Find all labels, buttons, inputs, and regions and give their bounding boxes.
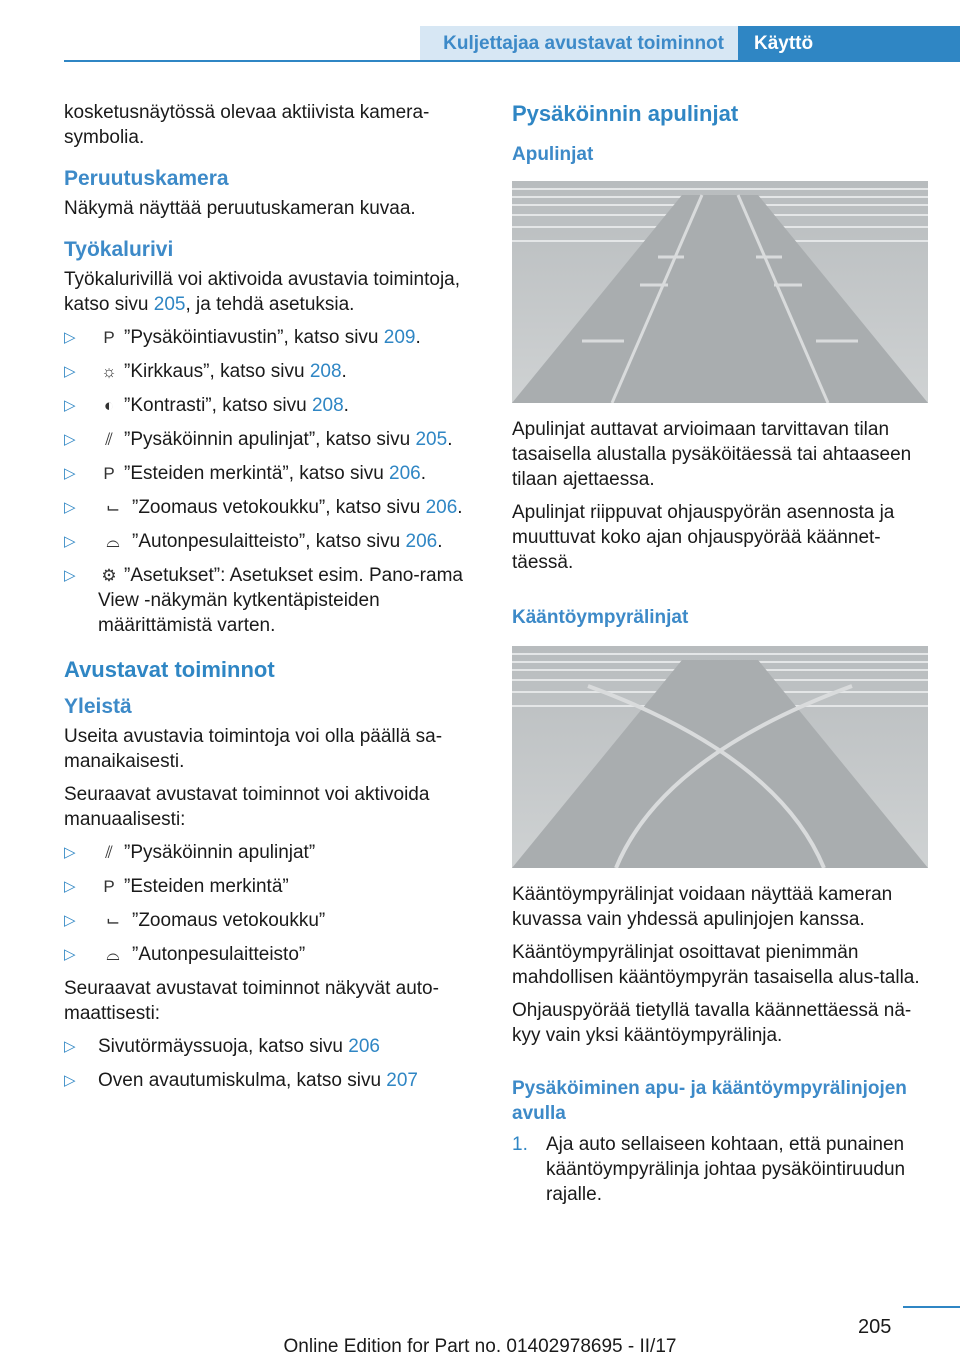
list-item-text: ”Zoomaus vetokoukku” <box>132 910 326 931</box>
list-item-text: ”Esteiden merkintä”, katso sivu <box>124 463 390 484</box>
page-link[interactable]: 207 <box>386 1070 418 1091</box>
left-column <box>64 100 482 1102</box>
bullet-triangle-icon: ▷ <box>64 363 76 380</box>
heading-pysakoinnin-apulinjat: Pysäköinnin apulinjat <box>512 101 739 126</box>
list-item-text: ”Zoomaus vetokoukku”, katso sivu <box>132 497 426 518</box>
bullet-triangle-icon: ▷ <box>64 431 76 448</box>
page-link[interactable]: 206 <box>389 463 421 484</box>
page-link[interactable]: 208 <box>311 395 344 416</box>
brightness-icon[interactable]: ☼ <box>101 362 117 381</box>
parking-lines-icon[interactable]: ⫽ <box>105 430 113 449</box>
heading-apulinjat: Apulinjat <box>512 144 594 165</box>
automatic-function-list <box>64 1034 482 1093</box>
list-item-end: . <box>447 429 453 450</box>
list-item-text: ”Pysäköinnin apulinjat” <box>124 842 316 863</box>
settings-gear-icon[interactable]: ⚙ <box>101 566 117 585</box>
page-link[interactable]: 208 <box>309 361 342 382</box>
step-number: 1. <box>512 1134 528 1155</box>
list-item <box>64 1068 482 1093</box>
page-link[interactable]: 206 <box>405 531 438 552</box>
steps-list <box>512 1132 928 1207</box>
list-item <box>64 563 482 638</box>
footer-edition: Online Edition for Part no. 01402978695 - II/17 <box>283 1336 677 1357</box>
kaanto-text-1: Kääntöympyrälinjat voidaan näyttää kameran kuvassa vain yhdessä apulinjojen kanssa. <box>512 884 893 930</box>
tow-hitch-zoom-icon[interactable]: ⌙ <box>105 911 121 930</box>
yleista-text-2: Seuraavat avustavat toiminnot voi aktivoida manuaalisesti: <box>64 784 430 830</box>
bullet-triangle-icon: ▷ <box>64 844 76 861</box>
toolbar-item-list <box>64 325 482 638</box>
heading-peruutuskamera: Peruutuskamera <box>64 167 229 190</box>
step-text: Aja auto sellaiseen kohtaan, että punainen kääntöympyrälinja johtaa pysäköintiruudun rajalle. <box>546 1134 906 1205</box>
list-item <box>64 1034 482 1059</box>
contrast-icon[interactable]: ◐ <box>103 396 115 415</box>
list-item <box>64 325 482 350</box>
list-item <box>64 908 482 933</box>
list-item <box>64 529 482 554</box>
parking-lines-icon[interactable]: ⫽ <box>105 843 113 862</box>
page-number: 205 <box>858 1316 892 1338</box>
heading-pysakoiminen: Pysäköiminen apu- ja kääntöympyrälinjojen avulla <box>512 1078 907 1124</box>
apulinjat-text-1: Apulinjat auttavat arvioimaan tarvittavan tilan tasaisella alustalla pysäköitäessä tai ahtaaseen tilaan ajettaessa. <box>512 419 912 490</box>
list-item-text: ”Kontrasti”, katso sivu <box>124 395 312 416</box>
footer-rule <box>903 1306 960 1308</box>
heading-kaantoympyralinjat: Kääntöympyrälinjat <box>512 607 689 628</box>
bullet-triangle-icon: ▷ <box>64 465 76 482</box>
list-item-text: ”Pysäköinnin apulinjat”, katso sivu <box>124 429 416 450</box>
header-section-title: Kuljettajaa avustavat toiminnot <box>420 26 738 62</box>
yleista-text-3: Seuraavat avustavat toiminnot näkyvät auto‐maattisesti: <box>64 978 439 1024</box>
list-item-text: ”Kirkkaus”, katso sivu <box>124 361 310 382</box>
list-item <box>64 461 482 486</box>
car-wash-icon[interactable]: ⌓ <box>106 945 120 964</box>
turning-circle-camera-image <box>512 646 928 868</box>
apulinjat-text-2: Apulinjat riippuvat ohjauspyörän asennosta ja muuttuvat koko ajan ohjauspyörää käännet‐täessä. <box>512 502 895 573</box>
intro-text: kosketusnäytössä olevaa aktiivista kamera‐symbolia. <box>64 102 430 148</box>
bullet-triangle-icon: ▷ <box>64 499 76 516</box>
heading-yleista: Yleistä <box>64 695 132 718</box>
list-item <box>64 393 482 418</box>
list-item-end: . <box>420 463 427 484</box>
tyokalu-text: Työkalurivillä voi aktivoida avustavia toimintoja, katso sivu 205, ja tehdä asetuksia. <box>64 269 461 315</box>
car-wash-icon[interactable]: ⌓ <box>106 532 120 551</box>
obstacle-marking-icon[interactable]: P <box>103 464 115 483</box>
bullet-triangle-icon: ▷ <box>64 946 76 963</box>
list-item <box>64 840 482 865</box>
yleista-text-1: Useita avustavia toimintoja voi olla päällä sa‐manaikaisesti. <box>64 726 443 772</box>
tow-hitch-zoom-icon[interactable]: ⌙ <box>105 498 121 517</box>
page-link[interactable]: 205 <box>415 429 448 450</box>
page-link[interactable]: 206 <box>425 497 458 518</box>
bullet-triangle-icon: ▷ <box>64 397 76 414</box>
list-item <box>64 495 482 520</box>
guide-lines-camera-image <box>512 181 928 403</box>
bullet-triangle-icon: ▷ <box>64 567 76 584</box>
header-chapter-tab: Käyttö <box>738 26 960 62</box>
list-item <box>64 874 482 899</box>
list-item-end: . <box>343 395 349 416</box>
step-item <box>512 1132 928 1207</box>
list-item-end: . <box>437 531 443 552</box>
page-link[interactable]: 206 <box>348 1036 380 1057</box>
list-item <box>64 359 482 384</box>
page-link[interactable]: 209 <box>383 327 416 348</box>
obstacle-marking-icon[interactable]: P <box>103 877 115 896</box>
list-item-text: ”Autonpesulaitteisto”, katso sivu <box>132 531 406 552</box>
list-item-text: Sivutörmäyssuoja, katso sivu <box>98 1036 349 1057</box>
bullet-triangle-icon: ▷ <box>64 912 76 929</box>
list-item-text: ”Autonpesulaitteisto” <box>132 944 306 965</box>
bullet-triangle-icon: ▷ <box>64 533 76 550</box>
bullet-triangle-icon: ▷ <box>64 329 76 346</box>
page-link[interactable]: 205 <box>153 294 186 315</box>
list-item <box>64 942 482 967</box>
heading-tyokalurivi: Työkalurivi <box>64 238 174 261</box>
list-item-end: . <box>457 497 463 518</box>
right-column <box>512 100 928 1207</box>
list-item-text: Oven avautumiskulma, katso sivu <box>98 1070 387 1091</box>
list-item <box>64 427 482 452</box>
bullet-triangle-icon: ▷ <box>64 878 76 895</box>
list-item-text: ”Esteiden merkintä” <box>124 876 289 897</box>
header-rule <box>64 60 960 62</box>
list-item-end: . <box>415 327 421 348</box>
parking-assist-icon[interactable]: P <box>103 328 115 347</box>
list-item-text: ”Pysäköintiavustin”, katso sivu <box>124 327 384 348</box>
manual-function-list <box>64 840 482 967</box>
kaanto-text-2: Kääntöympyrälinjat osoittavat pienimmän mahdollisen kääntöympyrän tasaisella alus‐talla. <box>512 942 920 988</box>
heading-avustavat-toiminnot: Avustavat toiminnot <box>64 657 275 682</box>
list-item-end: . <box>341 361 347 382</box>
peruutus-text: Näkymä näyttää peruutuskameran kuvaa. <box>64 198 416 219</box>
kaanto-text-3: Ohjauspyörää tietyllä tavalla käännettäessä nä‐kyy vain yksi kääntöympyrälinja. <box>512 1000 912 1046</box>
bullet-triangle-icon: ▷ <box>64 1038 76 1055</box>
list-item-text: ”Asetukset”: Asetukset esim. Pano‐rama View ‐näkymän kytkentäpisteiden määrittämistä varten. <box>98 565 463 636</box>
bullet-triangle-icon: ▷ <box>64 1072 76 1089</box>
